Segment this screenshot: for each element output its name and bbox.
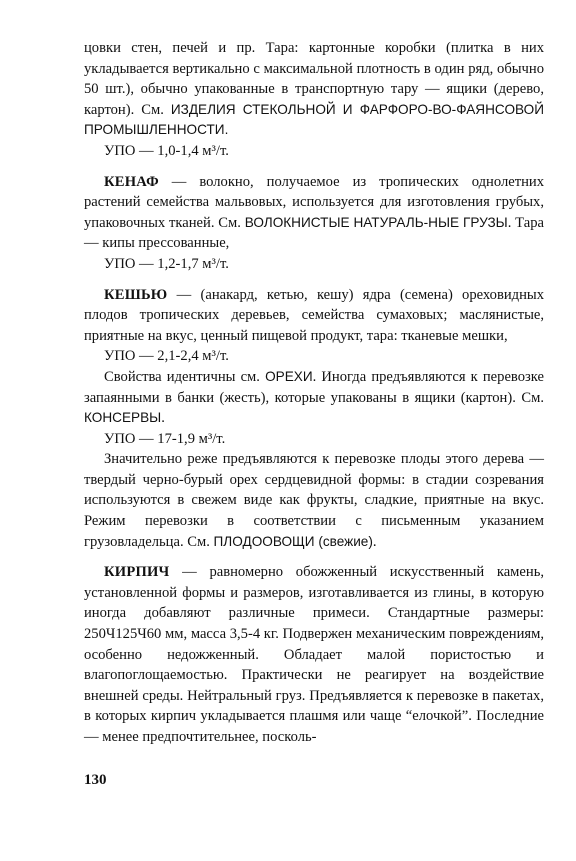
paragraph-text: . Иногда предъявляются к перевозке запаянными в банки (жесть), которые упакованы в ящики (картон). См. bbox=[84, 368, 544, 406]
entry-term: КЕНАФ bbox=[104, 173, 159, 190]
paragraph-text: Значительно реже предъявляются к перевозке плоды этого дерева — твердый черно-бурый орех сердцевидной формы: в стадии созревания используются в свежем виде как фрукты, сладкие, приятные на вкус. Режим перевозки в соответствии с письменным указанием грузовладельца. См. bbox=[84, 451, 544, 550]
cross-reference: ПЛОДООВОЩИ (свежие) bbox=[213, 533, 373, 549]
paragraph bbox=[84, 449, 544, 552]
entry-kirpich bbox=[84, 562, 544, 747]
intro-paragraph bbox=[84, 38, 544, 141]
paragraph-text: . bbox=[372, 533, 377, 550]
cross-reference: ОРЕХИ bbox=[265, 368, 313, 384]
entry-term: КИРПИЧ bbox=[104, 564, 170, 581]
cross-reference: КОНСЕРВЫ bbox=[84, 410, 162, 426]
paragraph-text: Свойства идентичны см. bbox=[104, 368, 266, 385]
upo-line: УПО — 17-1,9 м³/т. bbox=[104, 430, 226, 447]
entry-kenaf bbox=[84, 172, 544, 254]
entry-text: — равномерно обожженный искусственный камень, установленной формы и размеров, изготавливается из глины, в которую иногда добавляют различные примеси. Стандартные размеры: 250Ч125Ч60 мм, масса 3,5-4 кг. Подвержен механическим повреждениям, особенно недожженный. Обладает малой пористостью и влагопоглощаемостью. Практически не реагирует на воздействие внешней среды. Нейтральный груз. Предъявляется к перевозке в пакетах, в которых кирпич укладывается плашмя или чаще “елочкой”. Последние — менее предпочтительнее, посколь- bbox=[84, 564, 544, 745]
entry-text: — (анакард, кетью, кешу) ядра (семена) ореховидных плодов тропических деревьев, семейства сумаховых; маслянистые, приятные на вкус, ценный пищевой продукт, тара: тканевые мешки, bbox=[84, 286, 544, 344]
entry-term: КЕШЬЮ bbox=[104, 286, 168, 303]
paragraph bbox=[84, 367, 544, 429]
cross-reference: ИЗДЕЛИЯ СТЕКОЛЬНОЙ И ФАРФОРО-ВО-ФАЯНСОВОЙ ПРОМЫШЛЕННОСТИ. bbox=[84, 101, 544, 138]
upo-line: УПО — 1,0-1,4 м³/т. bbox=[104, 142, 229, 159]
paragraph-text: . bbox=[161, 410, 165, 427]
page-text bbox=[84, 38, 544, 748]
page-number: 130 bbox=[84, 772, 107, 788]
cross-reference: ВОЛОКНИСТЫЕ НАТУРАЛЬ-НЫЕ ГРУЗЫ bbox=[244, 214, 508, 230]
entry-text-tail: . Тара — кипы прессованные, bbox=[84, 214, 544, 252]
intro-text: цовки стен, печей и пр. Тара: картонные коробки (плитка в них укладывается вертикально с максимальной плотность в один ряд, обычно 50 шт.), обычно упакованные в транспортную тару — ящики (дерево, картон). См. bbox=[84, 40, 544, 118]
upo-line: УПО — 1,2-1,7 м³/т. bbox=[104, 255, 229, 272]
entry-text: — волокно, получаемое из тропических однолетних растений семейства мальвовых, используется для изготовления грубых, упаковочных тканей. См. bbox=[84, 173, 544, 231]
upo-line: УПО — 2,1-2,4 м³/т. bbox=[104, 348, 229, 365]
entry-keshyu bbox=[84, 285, 544, 347]
